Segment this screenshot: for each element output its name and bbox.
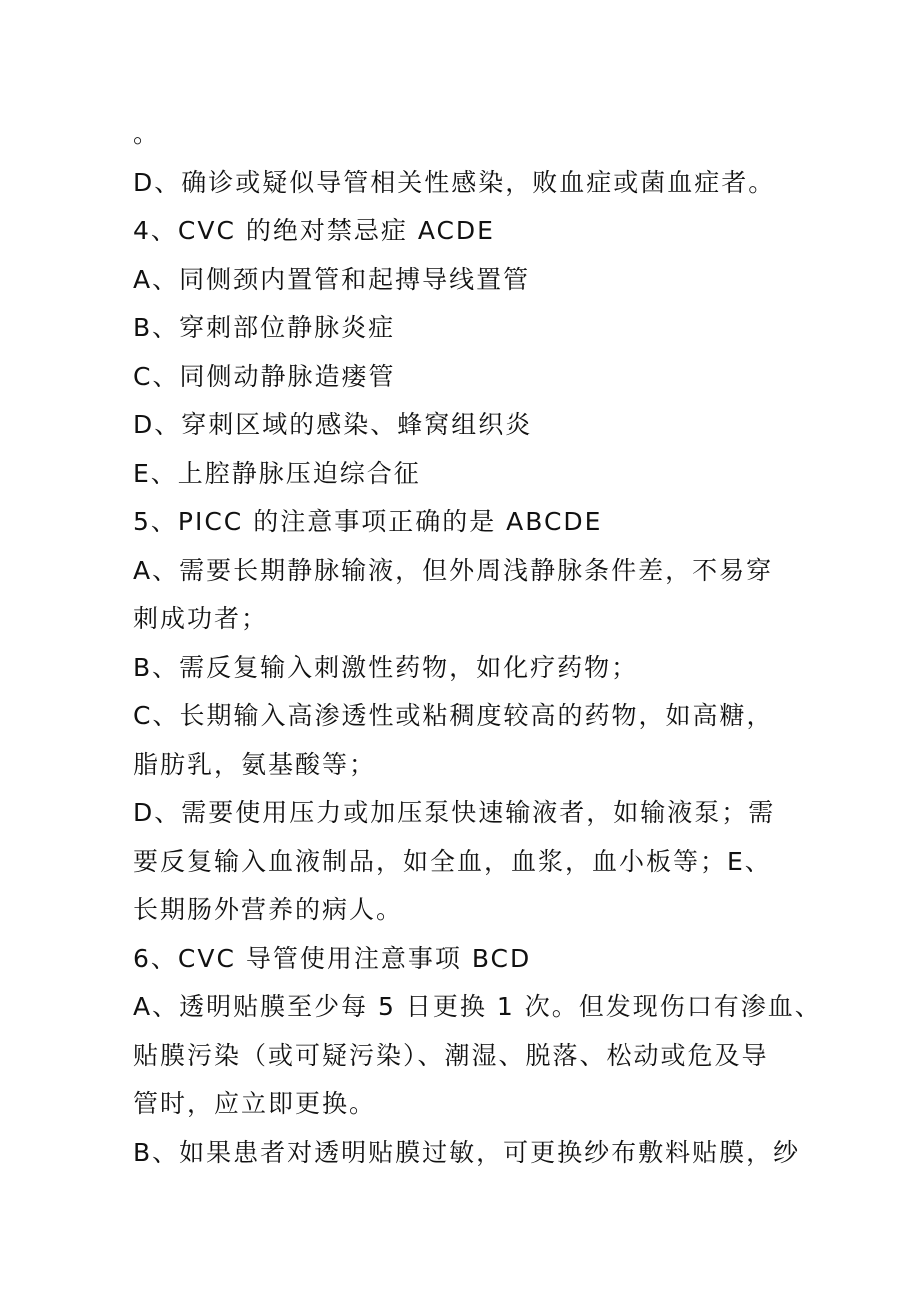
option-b-line: B、穿刺部位静脉炎症 <box>133 313 396 342</box>
text-line: 脂肪乳，氨基酸等； <box>133 749 377 779</box>
option-b-line: B、需反复输入刺激性药物，如化疗药物； <box>133 652 639 682</box>
question-4-heading: 4、CVC 的绝对禁忌症 ACDE <box>133 216 495 245</box>
text-line: 长期肠外营养的病人。 <box>133 895 404 924</box>
option-d-line: D、需要使用压力或加压泵快速输液者，如输液泵；需 <box>133 798 776 827</box>
option-d-line: D、确诊或疑似导管相关性感染，败血症或菌血症者。 <box>133 167 776 197</box>
option-c-line: C、同侧动静脉造瘘管 <box>133 361 396 391</box>
option-b-line: B、如果患者对透明贴膜过敏，可更换纱布敷料贴膜，纱 <box>133 1137 801 1167</box>
document-body <box>133 110 822 1177</box>
text-line: 。 <box>133 119 161 148</box>
text-line: 要反复输入血液制品，如全血，血浆，血小板等；E、 <box>133 846 772 876</box>
option-a-line: A、同侧颈内置管和起搏导线置管 <box>133 264 531 294</box>
text-line: 贴膜污染（或可疑污染）、潮湿、脱落、松动或危及导 <box>133 1040 769 1070</box>
option-a-line: A、透明贴膜至少每 5 日更换 1 次。但发现伤口有渗血、 <box>133 992 822 1021</box>
text-line: 管时，应立即更换。 <box>133 1089 377 1118</box>
option-d-line: D、穿刺区域的感染、蜂窝组织炎 <box>133 410 533 439</box>
option-e-line: E、上腔静脉压迫综合征 <box>133 458 421 488</box>
option-a-line: A、需要长期静脉输液，但外周浅静脉条件差，不易穿 <box>133 555 774 585</box>
question-5-heading: 5、PICC 的注意事项正确的是 ABCDE <box>133 507 603 536</box>
text-line: 刺成功者； <box>133 604 269 633</box>
option-c-line: C、长期输入高渗透性或粘稠度较高的药物，如高糖， <box>133 701 774 730</box>
question-6-heading: 6、CVC 导管使用注意事项 BCD <box>133 943 532 973</box>
